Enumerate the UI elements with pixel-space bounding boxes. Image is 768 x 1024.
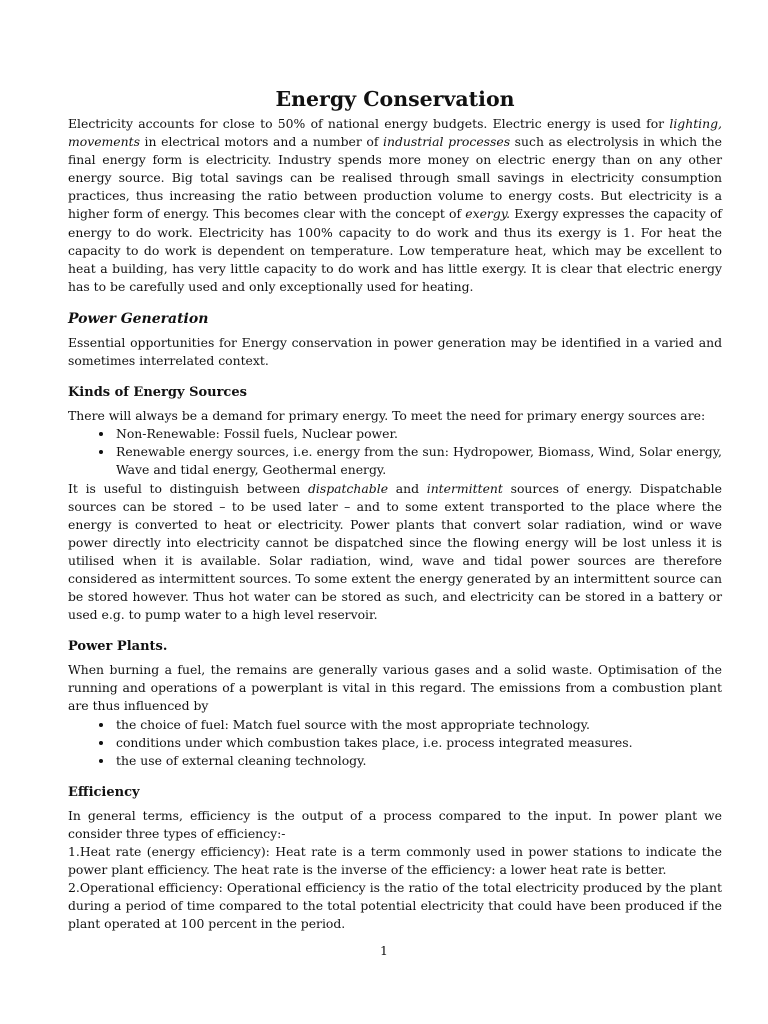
kinds-lead-paragraph: There will always be a demand for primary energy. To meet the need for primary energy sources are: bbox=[68, 408, 706, 424]
list-item: • conditions under which combustion takes place, i.e. process integrated measures. bbox=[114, 734, 722, 752]
kinds-heading: Kinds of Energy Sources bbox=[68, 385, 247, 401]
emphasis-text: intermittent bbox=[426, 480, 503, 496]
energy-sources-list bbox=[68, 425, 722, 479]
efficiency-paragraph: In general terms, efficiency is the output of a process compared to the input. In power plant we consider three types of efficiency:- bbox=[68, 807, 722, 841]
page-title: Energy Conservation bbox=[275, 87, 515, 111]
power-plants-heading: Power Plants. bbox=[68, 639, 168, 655]
list-item: • Non-Renewable: Fossil fuels, Nuclear power. bbox=[114, 425, 722, 443]
list-item: • the choice of fuel: Match fuel source with the most appropriate technology. bbox=[114, 716, 722, 734]
efficiency-heading: Efficiency bbox=[68, 784, 140, 800]
emphasis-text: industrial processes bbox=[383, 134, 511, 150]
emphasis-text: lighting, movements bbox=[68, 116, 722, 150]
operational-efficiency-paragraph: 2.Operational efficiency: Operational efficiency is the ratio of the total electricity produced by the plant during a period of time compared to the total potential electricity that could have been produced if the plant operated at 100 percent in the period. bbox=[68, 880, 722, 932]
emphasis-text: dispatchable bbox=[307, 480, 389, 496]
emphasis-text: exergy. bbox=[465, 206, 511, 222]
power-plants-paragraph: When burning a fuel, the remains are generally various gases and a solid waste. Optimisation of the running and operations of a powerplant is vital in this regard. The emissions from a combustion plant are thus influenced by bbox=[68, 662, 722, 714]
intro-paragraph: Electricity accounts for close to 50% of national energy budgets. Electric energy is used for lighting, movements in electrical motors and a number of industrial processes such as electrolysis in which the final energy form is electricity. Industry spends more money on electric energy than on any other energy source. Big total savings can be realised through small savings in electricity consumption practices, thus increasing the ratio between production volume to energy costs. But electricity is a higher form of energy. This becomes clear with the concept of exergy. Exergy expresses the capacity of energy to do work. Electricity has 100% capacity to do work and thus its exergy is 1. For heat the capacity to do work is dependent on temperature. Low temperature heat, which may be excellent to heat a building, has very little capacity to do work and has little exergy. It is clear that electric energy has to be carefully used and only exceptionally used for heating. bbox=[68, 116, 722, 294]
power-generation-paragraph: Essential opportunities for Energy conservation in power generation may be identified in a varied and sometimes interrelated context. bbox=[68, 334, 722, 369]
heat-rate-paragraph: 1.Heat rate (energy efficiency): Heat rate is a term commonly used in power stations to indicate the power plant efficiency. The heat rate is the inverse of the efficiency: a lower heat rate is better. bbox=[68, 844, 722, 878]
dispatchable-paragraph: It is useful to distinguish between dispatchable and intermittent sources of energy. Dispatchable sources can be stored – to be used later – and to some extent transported to the place where the energy is converted to heat or electricity. Power plants that convert solar radiation, wind or wave power directly into electricity cannot be dispatched since the flowing energy will be lost unless it is utilised when it is available. Solar radiation, wind, wave and tidal power sources are therefore considered as intermittent sources. To some extent the energy generated by an intermittent source can be stored however. Thus hot water can be stored as such, and electricity can be stored in a battery or used e.g. to pump water to a high level reservoir. bbox=[68, 480, 722, 623]
page-number: 1 bbox=[380, 943, 388, 958]
list-item: • the use of external cleaning technology. bbox=[114, 752, 722, 770]
list-item: • Renewable energy sources, i.e. energy from the sun: Hydropower, Biomass, Wind, Solar energy, Wave and tidal energy, Geothermal energy. bbox=[114, 443, 722, 479]
emission-factors-list bbox=[68, 716, 722, 770]
power-generation-heading: Power Generation bbox=[68, 310, 209, 327]
